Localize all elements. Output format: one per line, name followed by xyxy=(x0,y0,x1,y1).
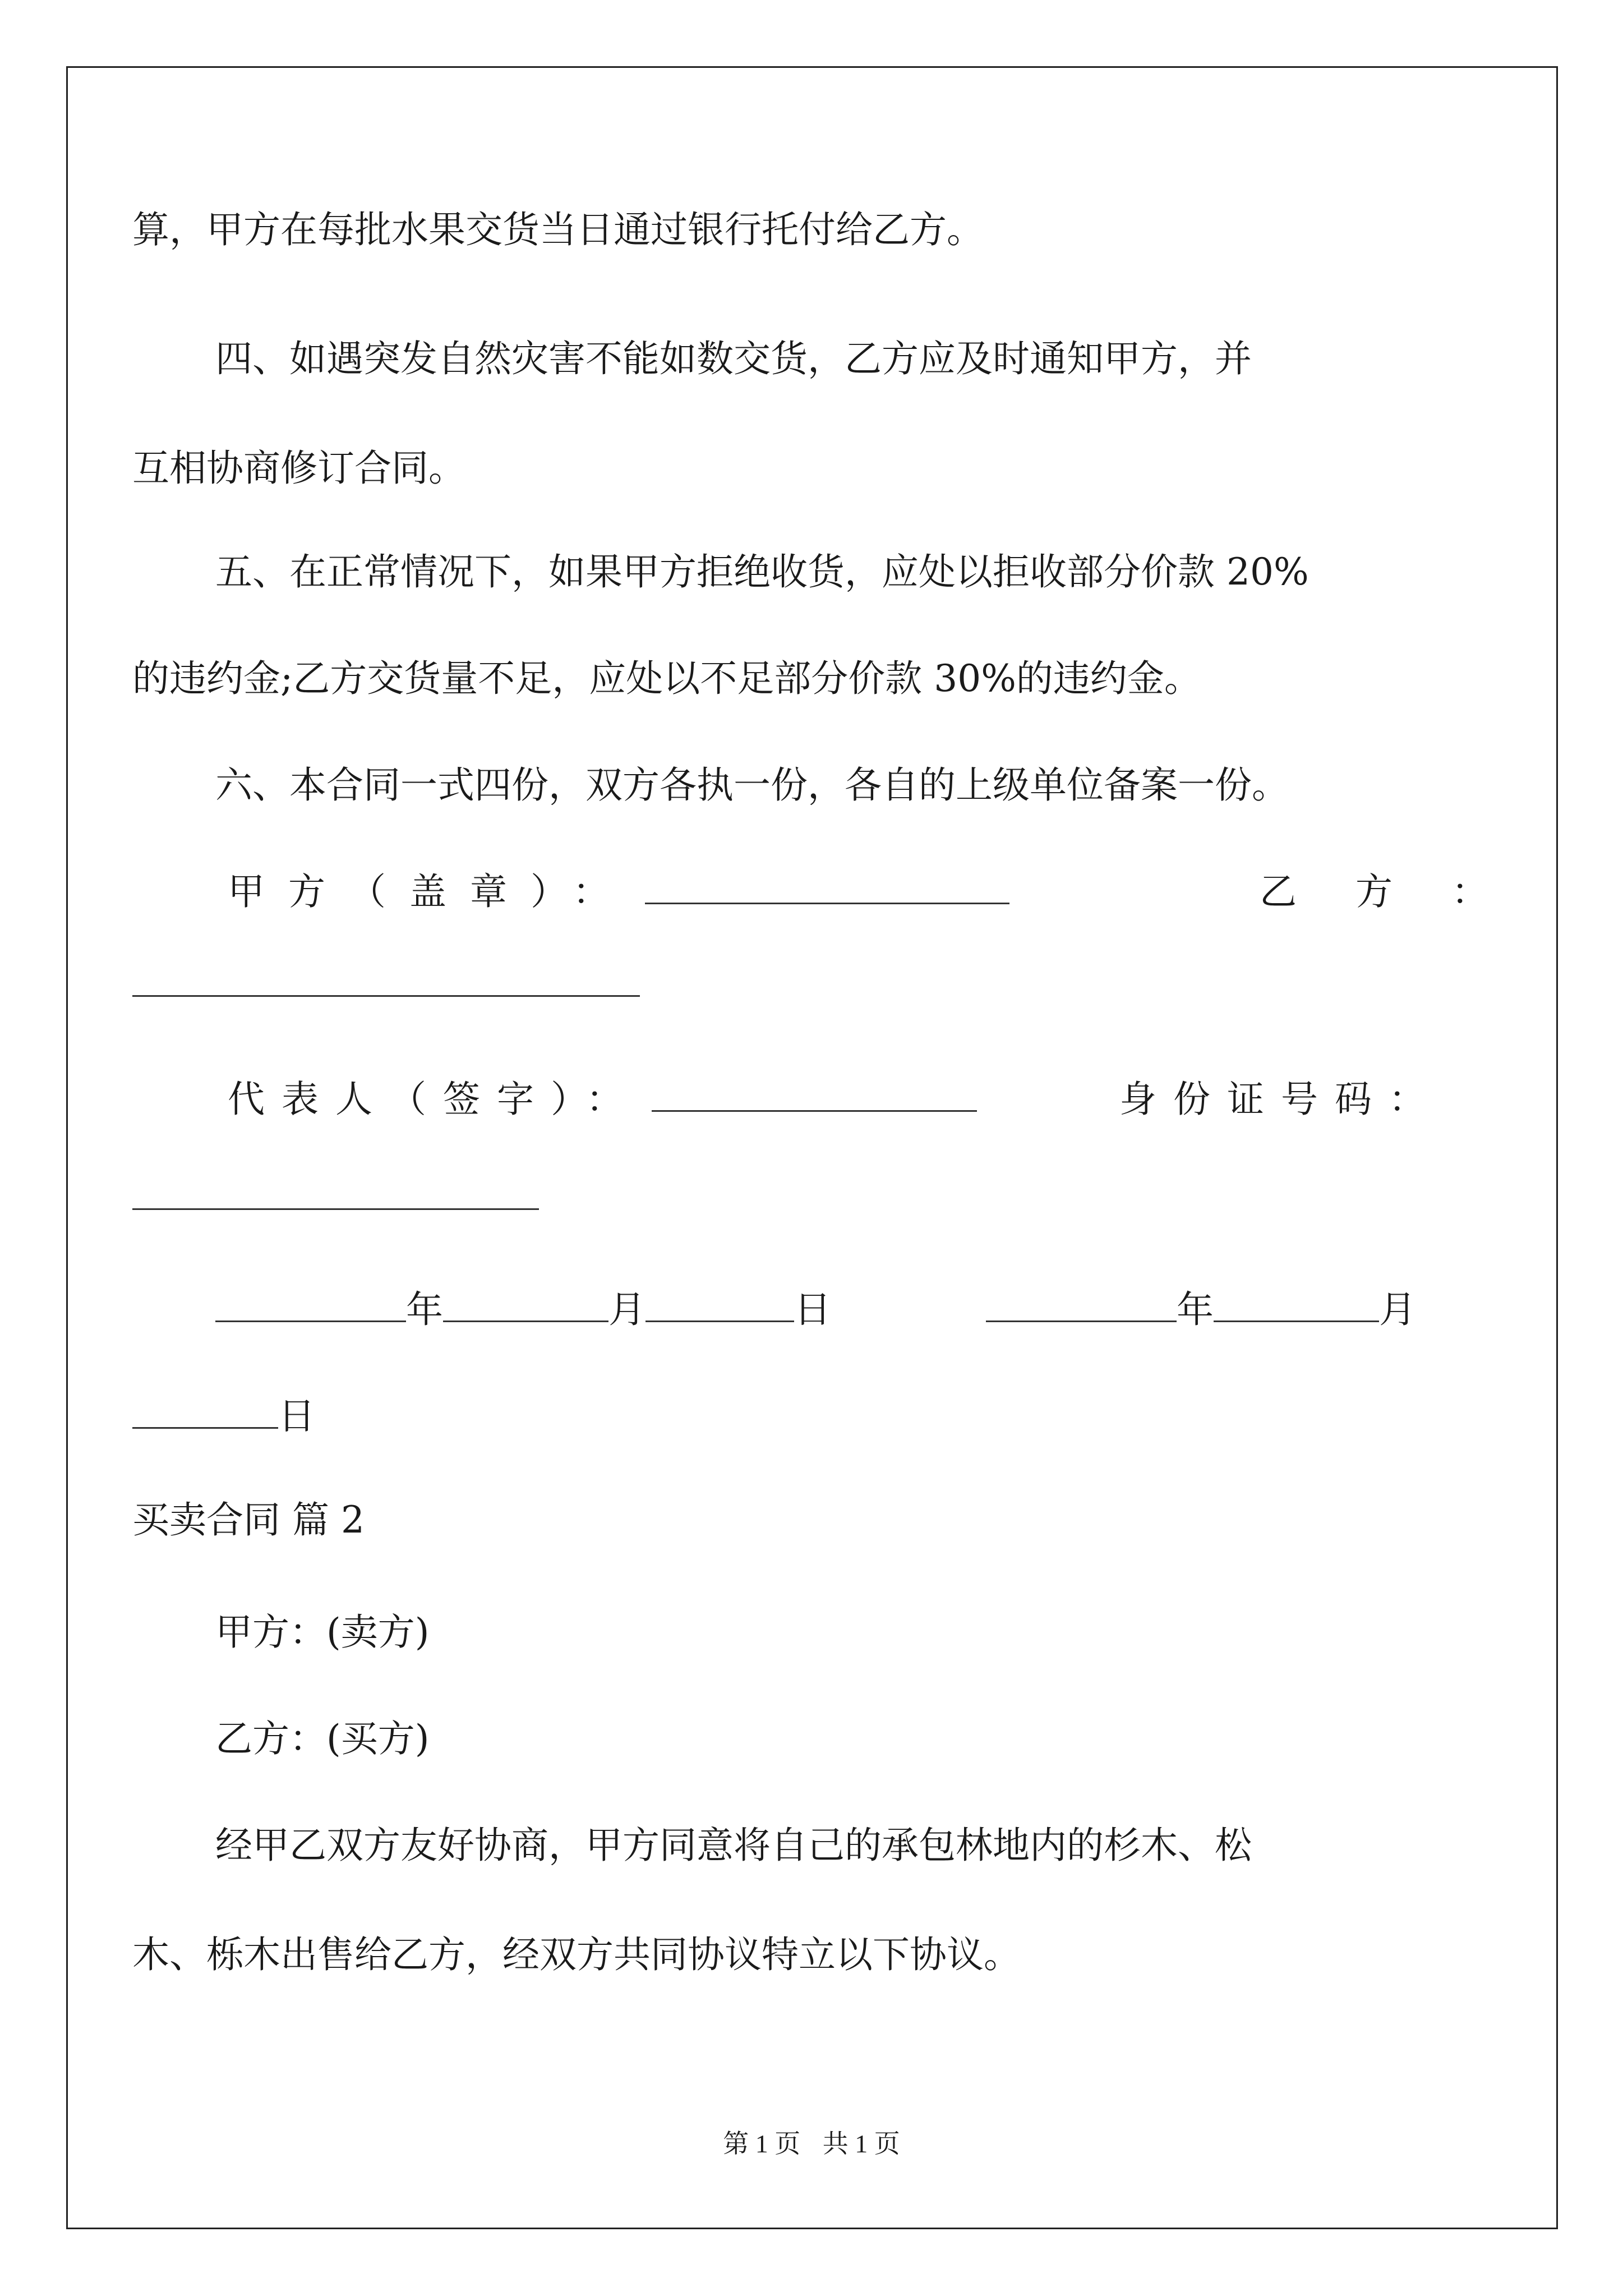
date-b-month-blank[interactable] xyxy=(1214,1287,1379,1322)
date-b-day-blank[interactable] xyxy=(132,1393,278,1429)
party-b-blank[interactable] xyxy=(132,961,640,997)
party-a-seal-label: 甲方（盖章）： xyxy=(228,870,633,913)
paragraph-clause-4-line2: 互相协商修订合同。 xyxy=(132,447,465,490)
party-a-seal-blank[interactable] xyxy=(645,869,1009,904)
date-b-day-row xyxy=(132,1391,315,1442)
paragraph-clause-5-line1: 五、在正常情况下，如果甲方拒绝收货，应处以拒收部分价款 20% xyxy=(215,550,1309,593)
date-a-month-label: 月 xyxy=(608,1288,645,1331)
section-2-title: 买卖合同 篇 2 xyxy=(132,1498,365,1542)
page-total: 共 1 页 xyxy=(822,2129,900,2158)
date-b-month-label: 月 xyxy=(1379,1288,1416,1331)
date-a-year-blank[interactable] xyxy=(215,1287,406,1322)
representative-label: 代表人（签字）： xyxy=(228,1078,640,1121)
paragraph-payment-end: 算，甲方在每批水果交货当日通过银行托付给乙方。 xyxy=(132,208,984,251)
section-2-intro-line1: 经甲乙双方友好协商，甲方同意将自己的承包林地内的杉木、松 xyxy=(215,1824,1252,1867)
date-b-year-label: 年 xyxy=(1177,1288,1214,1331)
representative-blank[interactable] xyxy=(652,1076,977,1112)
date-a-year-label: 年 xyxy=(406,1288,443,1331)
section-2-party-a: 甲方：(卖方) xyxy=(215,1611,430,1654)
date-row xyxy=(215,1285,831,1335)
page-footer xyxy=(0,2127,1623,2161)
date-a-day-blank[interactable] xyxy=(645,1287,794,1322)
id-label-wrap xyxy=(1119,1074,1442,1125)
date-a-month-blank[interactable] xyxy=(443,1287,608,1322)
page-border xyxy=(66,66,1558,2229)
page-number: 第 1 页 xyxy=(723,2129,801,2158)
signature-row-parties xyxy=(228,867,1009,917)
signature-row-representative xyxy=(228,1074,977,1125)
party-b-label: 乙 方 ： xyxy=(1260,870,1512,913)
paragraph-clause-4-line1: 四、如遇突发自然灾害不能如数交货，乙方应及时通知甲方，并 xyxy=(215,337,1252,380)
paragraph-clause-6: 六、本合同一式四份，双方各执一份，各自的上级单位备案一份。 xyxy=(215,763,1289,807)
id-blank-row xyxy=(132,1172,539,1223)
date-b-row xyxy=(986,1285,1416,1335)
id-number-label: 身份证号码： xyxy=(1119,1078,1442,1121)
party-b-label-wrap xyxy=(1260,867,1512,917)
date-b-day-label: 日 xyxy=(278,1395,315,1438)
date-a-day-label: 日 xyxy=(794,1288,831,1331)
section-2-intro-line2: 木、栎木出售给乙方，经双方共同协议特立以下协议。 xyxy=(132,1933,1021,1976)
paragraph-clause-5-line2: 的违约金;乙方交货量不足，应处以不足部分价款 30%的违约金。 xyxy=(132,657,1201,700)
date-b-year-blank[interactable] xyxy=(986,1287,1177,1322)
party-b-blank-row xyxy=(132,959,640,1010)
section-2-party-b: 乙方：(买方) xyxy=(215,1717,430,1760)
id-number-blank[interactable] xyxy=(132,1175,539,1210)
